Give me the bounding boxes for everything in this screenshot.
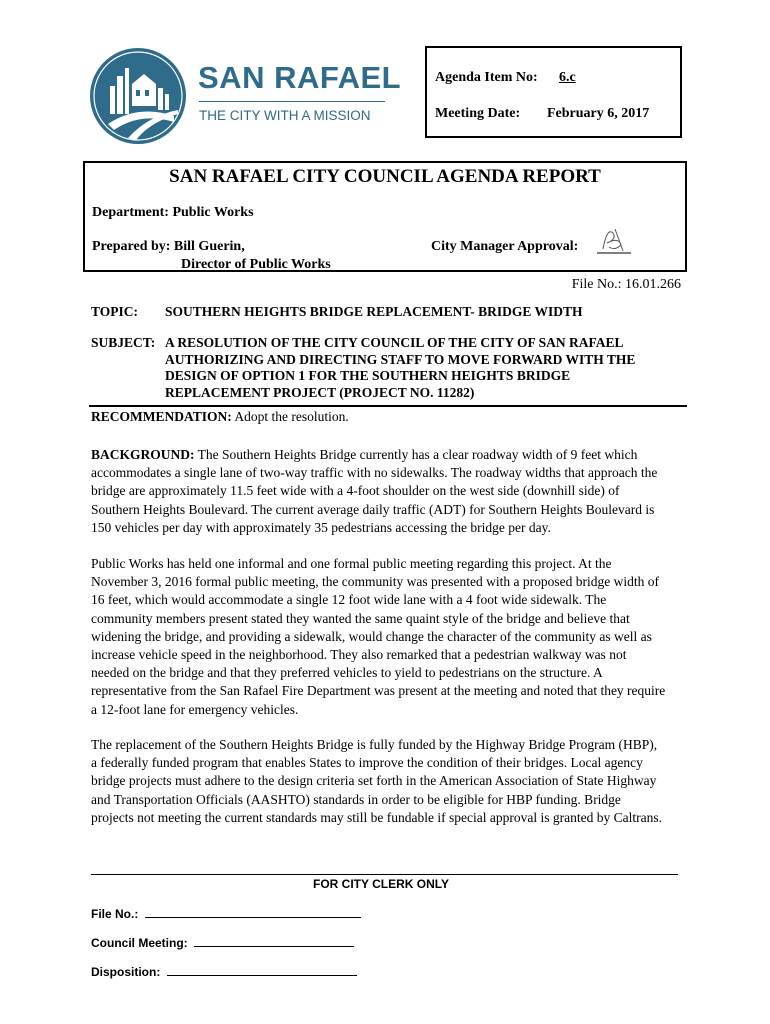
signature-icon xyxy=(597,223,631,257)
clerk-disposition-label: Disposition: xyxy=(91,965,161,979)
public-meeting-paragraph xyxy=(91,555,687,719)
city-seal-logo xyxy=(88,46,188,146)
agenda-item-value: 6.c xyxy=(559,70,576,85)
clerk-council-field xyxy=(194,945,354,947)
city-manager-approval-label: City Manager Approval: xyxy=(431,239,579,254)
paragraph-line: increase vehicle speed in the neighborhood. They also remarked that a pedestrian walkway was not xyxy=(91,647,627,663)
report-header-box xyxy=(83,161,687,272)
paragraph-line: representative from the San Rafael Fire Department was present at the meeting and noted that they require xyxy=(91,683,666,699)
funding-paragraph xyxy=(91,736,687,827)
subject-line: REPLACEMENT PROJECT (PROJECT NO. 11282) xyxy=(165,384,475,400)
department-line: Department: Public Works xyxy=(92,205,254,220)
clerk-file-label: File No.: xyxy=(91,907,139,921)
paragraph-line: widening the bridge, and providing a sidewalk, would change the character of the community as well as xyxy=(91,628,652,644)
report-title: SAN RAFAEL CITY COUNCIL AGENDA REPORT xyxy=(169,166,601,187)
clerk-council-label: Council Meeting: xyxy=(91,936,188,950)
meeting-date-row xyxy=(435,106,650,122)
subject-label: SUBJECT: xyxy=(91,335,156,350)
paragraph-line: Southern Heights Boulevard. The current average daily traffic (ADT) for Southern Heights Boulevard is xyxy=(91,501,655,517)
paragraph-line: November 3, 2016 formal public meeting, the community was presented with a proposed bridge width of xyxy=(91,574,659,590)
logo-wordmark: SAN RAFAEL xyxy=(198,60,402,95)
background-label: BACKGROUND: xyxy=(91,447,195,462)
paragraph-line: accommodates a single lane of two-way traffic with no sidewalks. The roadway widths that approach the xyxy=(91,465,658,481)
paragraph-line: a 12-foot lane for emergency vehicles. xyxy=(91,701,299,717)
clerk-file-field xyxy=(145,916,361,918)
paragraph-line: The replacement of the Southern Heights Bridge is fully funded by the Highway Bridge Program (HBP), xyxy=(91,737,658,752)
paragraph-line: bridge projects must adhere to the design criteria set forth in the American Association of State Highway xyxy=(91,773,657,789)
paragraph-line: a federally funded program that enables States to improve the condition of their bridges. Local agency xyxy=(91,755,643,771)
paragraph-line: needed on the bridge and that they preferred vehicles to yield to pedestrians on the structure. A xyxy=(91,665,603,681)
prepared-by-line: Prepared by: Bill Guerin, xyxy=(92,239,245,254)
paragraph-line: bridge are approximately 11.5 feet wide with a 4-foot shoulder on the west side (downhill side) of xyxy=(91,483,620,499)
recommendation xyxy=(91,408,687,426)
subject-line: A RESOLUTION OF THE CITY COUNCIL OF THE CITY OF SAN RAFAEL xyxy=(165,335,624,350)
agenda-item-row xyxy=(435,70,576,86)
logo-divider xyxy=(199,101,385,102)
meeting-date-value: February 6, 2017 xyxy=(547,106,650,121)
topic-label: TOPIC: xyxy=(91,304,139,319)
agenda-info-box xyxy=(425,46,682,138)
paragraph-line: community members present stated they wanted the same quaint style of the bridge and believe that xyxy=(91,610,630,626)
clerk-file-row xyxy=(91,907,361,921)
recommendation-label: RECOMMENDATION: xyxy=(91,409,232,424)
subject-line: AUTHORIZING AND DIRECTING STAFF TO MOVE FORWARD WITH THE xyxy=(165,351,636,367)
logo-tagline: THE CITY WITH A MISSION xyxy=(199,108,371,123)
clerk-disposition-field xyxy=(167,974,357,976)
clerk-heading: FOR CITY CLERK ONLY xyxy=(313,877,450,891)
subject-line: DESIGN OF OPTION 1 FOR THE SOUTHERN HEIGHTS BRIDGE xyxy=(165,368,571,384)
subject-divider xyxy=(89,405,687,407)
paragraph-line: 150 vehicles per day with approximately 35 pedestrians accessing the bridge per day. xyxy=(91,519,551,535)
paragraph-line: 16 feet, which would accommodate a single 12 foot wide lane with a 4 foot wide sidewalk. The xyxy=(91,592,607,608)
background-first-line: The Southern Heights Bridge currently has a clear roadway width of 9 feet which xyxy=(194,447,638,462)
prepared-by-title: Director of Public Works xyxy=(181,257,331,272)
agenda-item-label: Agenda Item No: xyxy=(435,70,538,85)
meeting-date-label: Meeting Date: xyxy=(435,106,521,121)
background-paragraph xyxy=(91,446,687,537)
recommendation-text: Adopt the resolution. xyxy=(231,409,349,424)
clerk-disposition-row xyxy=(91,965,357,979)
file-number: File No.: 16.01.266 xyxy=(571,277,681,292)
clerk-council-row xyxy=(91,936,354,950)
topic-text: SOUTHERN HEIGHTS BRIDGE REPLACEMENT- BRIDGE WIDTH xyxy=(165,304,583,319)
paragraph-line: projects not meeting the current standards may still be fundable if special approval is granted by Caltrans. xyxy=(91,809,662,825)
subject-text xyxy=(165,335,635,401)
paragraph-line: Public Works has held one informal and one formal public meeting regarding this project. At the xyxy=(91,556,612,571)
paragraph-line: and Transportation Officials (AASHTO) standards in order to be eligible for HBP funding. Bridge xyxy=(91,791,621,807)
clerk-divider xyxy=(91,874,678,875)
